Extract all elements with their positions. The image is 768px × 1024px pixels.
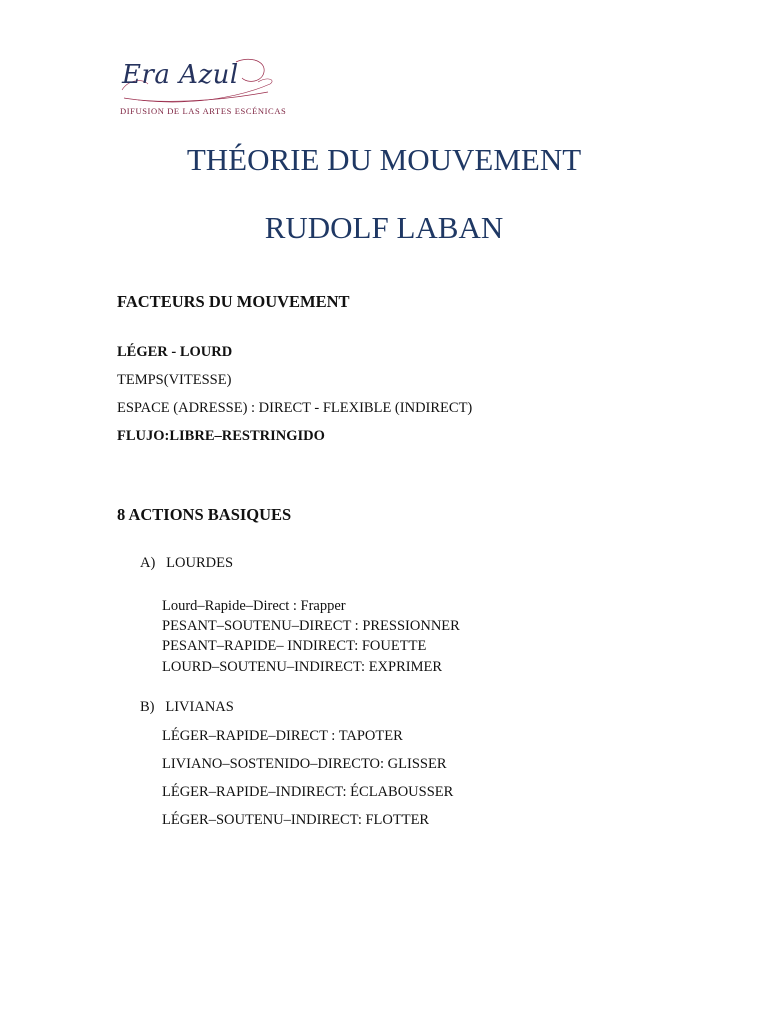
logo [118,54,287,120]
facteur-item: FLUJO:LIBRE–RESTRINGIDO [117,428,325,444]
action-item: LÉGER–RAPIDE–DIRECT : TAPOTER [162,728,403,744]
action-item: Lourd–Rapide–Direct : Frapper [162,598,346,614]
action-item: LÉGER–RAPIDE–INDIRECT: ÉCLABOUSSER [162,784,454,800]
page-title: THÉORIE DU MOUVEMENT [186,142,582,177]
action-item: LIVIANO–SOSTENIDO–DIRECTO: GLISSER [162,756,447,772]
facteur-item: ESPACE (ADRESSE) : DIRECT - FLEXIBLE (INDIRECT) [117,400,473,416]
logo-name: Era Azul [122,60,239,90]
action-item: LOURD–SOUTENU–INDIRECT: EXPRIMER [162,659,443,675]
action-item: LÉGER–SOUTENU–INDIRECT: FLOTTER [162,812,430,828]
facteur-item: TEMPS(VITESSE) [117,372,232,388]
page-subtitle: RUDOLF LABAN [264,210,504,245]
logo-tagline: DIFUSION DE LAS ARTES ESCÉNICAS [120,106,287,116]
action-item: PESANT–SOUTENU–DIRECT : PRESSIONNER [162,618,460,634]
group-label-a: A) LOURDES [140,555,234,571]
section-heading-actions: 8 ACTIONS BASIQUES [117,505,292,524]
action-item: PESANT–RAPIDE– INDIRECT: FOUETTE [162,638,427,654]
group-label-b: B) LIVIANAS [140,699,234,715]
section-heading-facteurs: FACTEURS DU MOUVEMENT [117,292,350,311]
facteur-item: LÉGER - LOURD [117,344,233,360]
